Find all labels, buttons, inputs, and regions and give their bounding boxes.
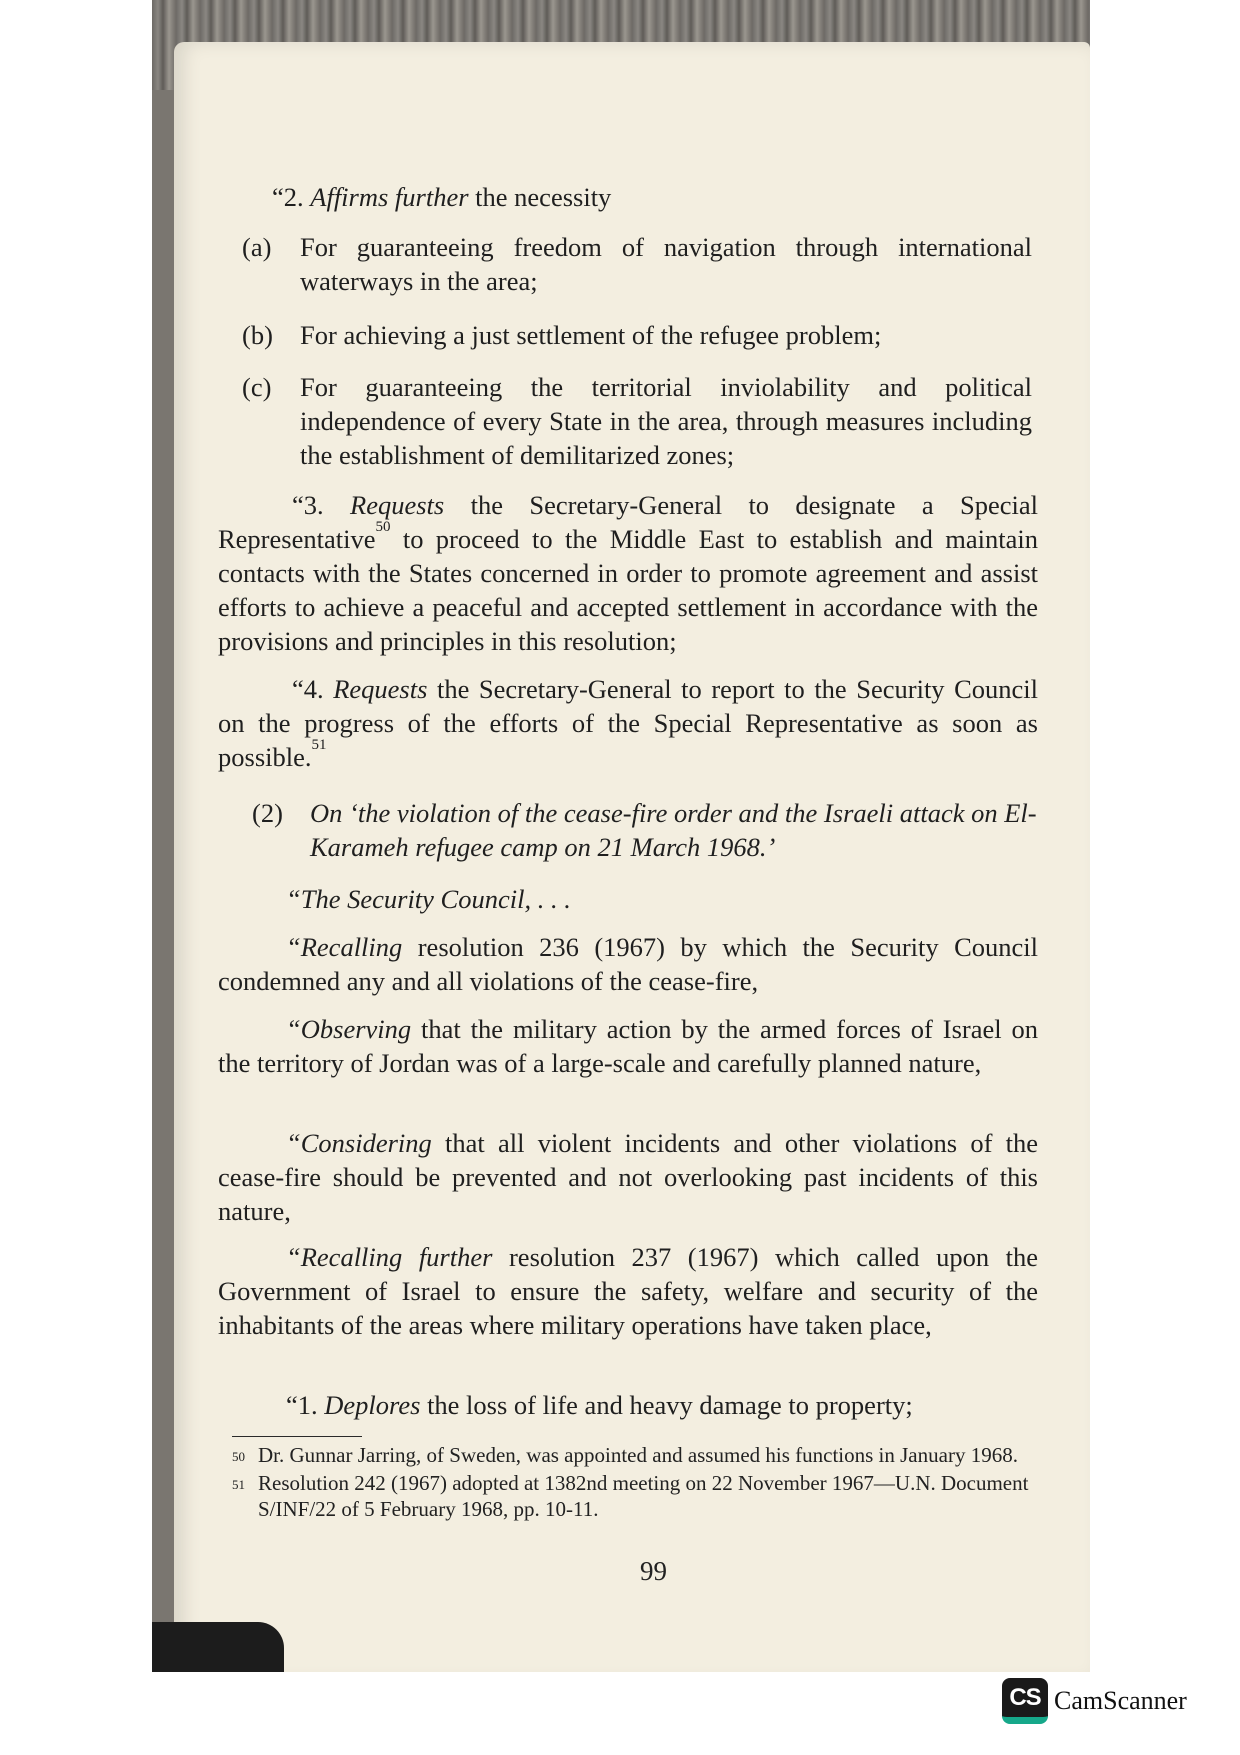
para-text: that the military action by the armed forces of Israel on the territory of Jordan was of a large-scale and carefully planned nature, — [218, 1014, 1039, 1078]
page-number: 99 — [640, 1556, 667, 1586]
para-text: that all violent incidents and other violations of the cease-fire should be prevented and not overlooking past incidents of this nature, — [218, 1128, 1039, 1226]
camscanner-watermark — [1002, 1678, 1187, 1724]
italic-verb: “Considering — [286, 1128, 432, 1158]
item-text: For achieving a just settlement of the refugee problem; — [300, 320, 882, 350]
para-text: resolution 236 (1967) by which the Security Council condemned any and all violations of the cease-fire, — [218, 932, 1039, 996]
para-text: the Secretary-General to report to the Security Council on the progress of the efforts of the Special Representative as soon as possible. — [218, 674, 1039, 772]
list-item-b — [242, 318, 1032, 352]
italic-verb: Requests — [350, 490, 445, 520]
para-number: “3. — [292, 490, 324, 520]
footnotes — [232, 1442, 1052, 1524]
para-text: resolution 237 (1967) which called upon the Government of Israel to ensure the safety, welfare and security of the inhabitants of the areas where military operations have taken place, — [218, 1242, 1038, 1340]
italic-verb: “Recalling further — [286, 1242, 493, 1272]
footnote-text: Dr. Gunnar Jarring, of Sweden, was appointed and assumed his functions in January 1968. — [258, 1443, 1018, 1467]
italic-verb: “Recalling — [286, 932, 403, 962]
para-number: “4. — [292, 674, 324, 704]
footnote-51 — [232, 1470, 1052, 1522]
recalling-further-paragraph — [218, 1240, 1038, 1342]
list-item-c — [242, 370, 1032, 472]
paragraph-4 — [218, 672, 1038, 774]
recalling-paragraph — [218, 930, 1038, 998]
italic-verb: “Observing — [286, 1014, 412, 1044]
para-text: the necessity — [475, 182, 612, 212]
footnote-ref: 51 — [311, 737, 327, 753]
camscanner-logo-icon: CS — [1002, 1678, 1048, 1724]
section-title: On ‘the violation of the cease-fire order and the Israeli attack on El-Karameh refugee camp on 21 March 1968.’ — [310, 798, 1037, 862]
list-item-a — [242, 230, 1032, 298]
thumb-shadow — [152, 1622, 284, 1672]
item-label: (b) — [242, 320, 273, 350]
footnote-rule — [232, 1436, 362, 1437]
item-label: (c) — [242, 372, 272, 402]
observing-paragraph — [218, 1012, 1038, 1080]
footnote-number: 50 — [232, 1449, 245, 1464]
footnote-50 — [232, 1442, 1052, 1468]
footnote-ref: 50 — [375, 519, 391, 535]
footnote-number: 51 — [232, 1477, 245, 1492]
item-text: For guaranteeing the territorial inviolability and political independence of every State in the area, through measures including the establishment of demilitarized zones; — [300, 372, 1032, 470]
paragraph-1 — [218, 1388, 1038, 1422]
italic-verb: Affirms further — [310, 182, 469, 212]
camscanner-label: CamScanner — [1054, 1686, 1187, 1715]
section-label: (2) — [252, 798, 283, 828]
italic-verb: Deplores — [324, 1390, 421, 1420]
para-number: “1. — [286, 1390, 318, 1420]
para-text: to proceed to the Middle East to establish and maintain contacts with the States concerned in order to promote agreement and assist efforts to achieve a peaceful and accepted settlement in accordance with the provisions and principles in this resolution; — [218, 524, 1038, 656]
footnote-text: Resolution 242 (1967) adopted at 1382nd meeting on 22 November 1967—U.N. Document S/INF/22 of 5 February 1968, pp. 10-11. — [258, 1471, 1029, 1521]
italic-verb: Requests — [333, 674, 428, 704]
item-text: For guaranteeing freedom of navigation through international waterways in the area; — [300, 232, 1032, 296]
item-label: (a) — [242, 232, 272, 262]
section-2-heading — [252, 796, 1038, 864]
para-text: the loss of life and heavy damage to property; — [427, 1390, 913, 1420]
para-number: “2. — [272, 182, 304, 212]
council-line: “The Security Council, . . . — [286, 884, 571, 914]
paragraph-2 — [272, 180, 1032, 214]
paragraph-3 — [218, 488, 1038, 658]
para-text: the Secretary-General to designate a Special Representative — [218, 490, 1039, 554]
considering-paragraph — [218, 1126, 1038, 1228]
